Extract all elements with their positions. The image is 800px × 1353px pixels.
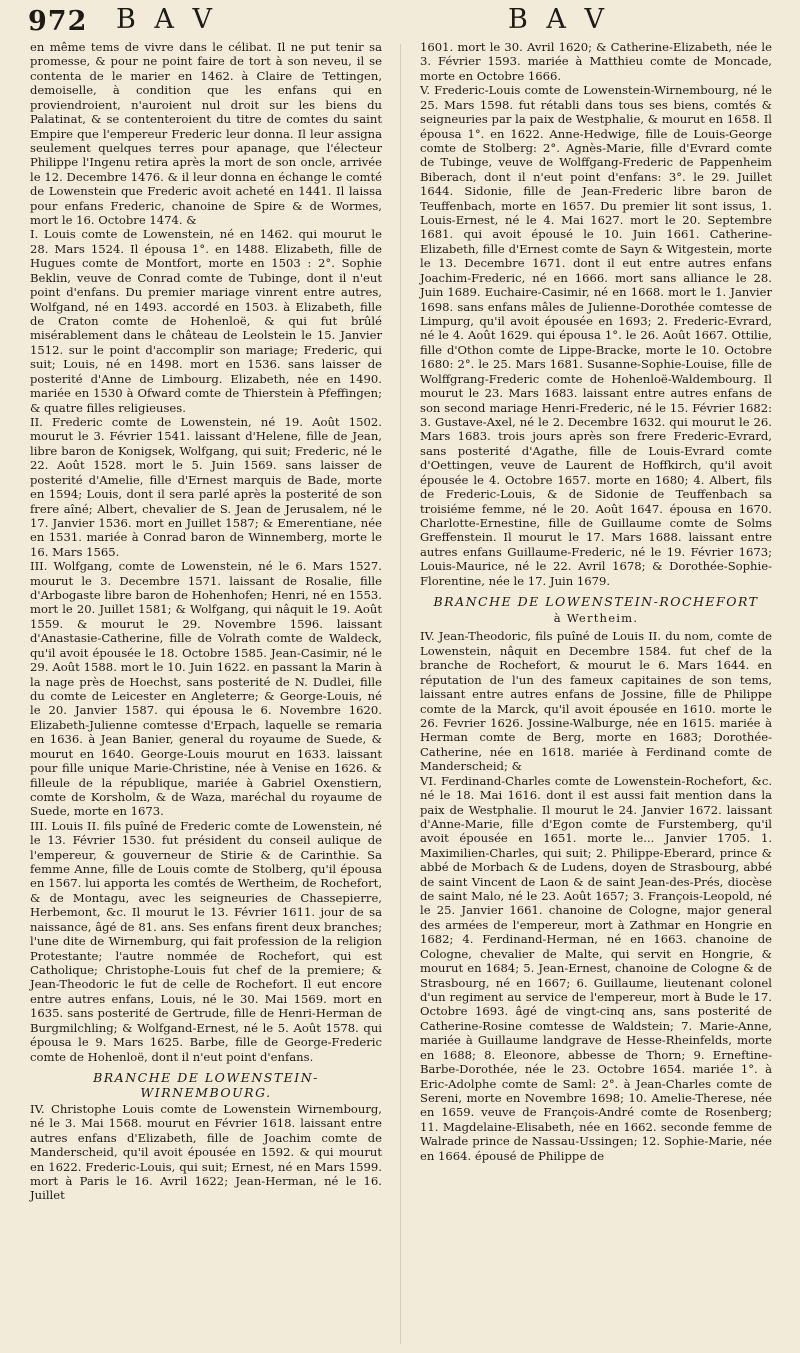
right-column (420, 40, 772, 1163)
paragraph: III. Wolfgang, comte de Lowenstein, né le 6. Mars 1527. mourut le 3. Decembre 1571. laissant de Rosalie, fille d'Arbogaste libre baron de Hohenhofen; Henri, né en 1553. mort le 20. Juillet 1581; & Wolfgang, qui nâquit le 19. Août 1559. & mourut le 29. Novembre 1596. laissant d'Anastasie-Catherine, fille de Volrath comte de Waldeck, qu'il avoit épousée le 18. Octobre 1585. Jean-Casimir, né le 29. Août 1588. mort le 10. Juin 1622. en passant la Marin à la nage près de Hoechst, sans posterité de N. Dudlei, fille du comte de Leicester en Angleterre; & George-Louis, né le 20. Janvier 1587. qui épousa le 6. Novembre 1620. Elizabeth-Julienne comtesse d'Erpach, laquelle se remaria en 1636. à Jean Banier, general du royaume de Suede, & mourut en 1640. George-Louis mourut en 1633. laissant pour fille unique Marie-Christine, née à Venise en 1626. & filleule de la république, mariée à Gabriel Oxenstiern, comte de Korsholm, & de Waza, maréchal du royaume de Suede, morte en 1673. (30, 559, 382, 819)
paragraph: I. Louis comte de Lowenstein, né en 1462. qui mourut le 28. Mars 1524. Il épousa 1°. en 1488. Elizabeth, fille de Hugues comte de Montfort, morte en 1503 : 2°. Sophie Beklin, veuve de Conrad comte de Tubinge, dont il n'eut point d'enfans. Du premier mariage vinrent entre autres, Wolfgand, né en 1493. accordé en 1503. à Elizabeth, fille de Craton comte de Hohenloë, & qui fut brûlé misérablement dans le château de Leolstein le 15. Janvier 1512. sur le point d'accomplir son mariage; Frederic, qui suit; Louis, né en 1498. mort en 1536. sans laisser de posterité d'Anne de Limbourg. Elizabeth, née en 1490. mariée en 1530 à Ofward comte de Thierstein à Pfeffingen; & quatre filles religieuses. (30, 227, 382, 415)
paragraph: 1601. mort le 30. Avril 1620; & Catherine-Elizabeth, née le 3. Février 1593. mariée à Matthieu comte de Moncade, morte en Octobre 1666. (420, 40, 772, 83)
paragraph: V. Frederic-Louis comte de Lowenstein-Wirnembourg, né le 25. Mars 1598. fut rétabli dans tous ses biens, comtés & seigneuries par la paix de Westphalie, & mourut en 1658. Il épousa 1°. en 1622. Anne-Hedwige, fille de Louis-George comte de Stolberg: 2°. Agnès-Marie, fille d'Evrard comte de Tubinge, veuve de Wolffgang-Frederic de Pappenheim Biberach, dont il n'eut point d'enfans: 3°. le 29. Juillet 1644. Sidonie, fille de Jean-Frederic libre baron de Teuffenbach, morte en 1657. Du premier lit sont issus, 1. Louis-Ernest, né le 4. Mai 1627. mort le 20. Septembre 1681. qui avoit épousé le 10. Juin 1661. Catherine-Elizabeth, fille d'Ernest comte de Sayn & Witgestein, morte le 13. Decembre 1671. dont il eut entre autres enfans Joachim-Frederic, né en 1666. mort sans alliance le 28. Juin 1689. Euchaire-Casimir, né en 1668. mort le 1. Janvier 1698. sans enfans mâles de Julienne-Dorothée comtesse de Limpurg, qu'il avoit épousée en 1693; 2. Frederic-Evrard, né le 4. Août 1629. qui épousa 1°. le 26. Août 1667. Ottilie, fille d'Othon comte de Lippe-Bracke, morte le 10. Octobre 1680: 2°. le 25. Mars 1681. Susanne-Sophie-Louise, fille de Wolffgrang-Frederic comte de Hohenloë-Waldembourg. Il mourut le 23. Mars 1683. laissant entre autres enfans de son second mariage Henri-Frederic, né le 15. Février 1682: 3. Gustave-Axel, né le 2. Decembre 1632. qui mourut le 26. Mars 1683. trois jours après son frere Frederic-Evrard, sans posterité d'Agathe, fille de Louis-Evrard comte d'Oettingen, veuve de Laurent de Hoffkirch, qu'il avoit épousée le 4. Octobre 1657. morte en 1680; 4. Albert, fils de Frederic-Louis, & de Sidonie de Teuffenbach sa troisiéme femme, né le 20. Août 1647. épousa en 1670. Charlotte-Ernestine, fille de Guillaume comte de Solms Greffenstein. Il mourut le 17. Mars 1688. laissant entre autres enfans Guillaume-Frederic, né le 19. Février 1673; Louis-Maurice, né le 22. Avril 1678; & Dorothée-Sophie-Florentine, née le 17. Juin 1679. (420, 83, 772, 588)
section-subheading: à Wertheim. (553, 611, 639, 626)
column-divider (400, 44, 401, 1344)
paragraph: VI. Ferdinand-Charles comte de Lowenstein-Rochefort, &c. né le 18. Mai 1616. dont il est aussi fait mention dans la paix de Westphalie. Il mourut le 24. Janvier 1672. laissant d'Anne-Marie, fille d'Egon comte de Furstemberg, qu'il avoit épousée en 1651. morte le... Janvier 1705. 1. Maximilien-Charles, qui suit; 2. Philippe-Eberard, prince & abbé de Morbach & de Ludens, doyen de Strasbourg, abbé de saint Vincent de Laon & de saint Jean-des-Prés, diocèse de saint Malo, né le 23. Août 1657; 3. François-Leopold, né le 25. Janvier 1661. chanoine de Cologne, major general des armées de l'empereur, mort à Zathmar en Hongrie en 1682; 4. Ferdinand-Herman, né en 1663. chanoine de Cologne, chevalier de Malte, qui servit en Hongrie, & mourut en 1684; 5. Jean-Ernest, chanoine de Cologne & de Strasbourg, né en 1667; 6. Guillaume, lieutenant colonel d'un regiment au service de l'empereur, mort à Bude le 17. Octobre 1693. âgé de vingt-cinq ans, sans posterité de Catherine-Rosine comtesse de Waldstein; 7. Marie-Anne, mariée à Guillaume landgrave de Hesse-Rheinfelds, morte en 1688; 8. Eleonore, abbesse de Thorn; 9. Erneftine-Barbe-Dorothée, née le 23. Octobre 1654. mariée 1°. à Eric-Adolphe comte de Saml: 2°. à Jean-Charles comte de Sereni, morte en Novembre 1698; 10. Amelie-Therese, née en 1659. veuve de François-André comte de Rosenberg; 11. Magdelaine-Elisabeth, née en 1662. seconde femme de Walrade prince de Nassau-Ussingen; 12. Sophie-Marie, née en 1664. épousé de Philippe de (420, 773, 772, 1163)
paragraph: II. Frederic comte de Lowenstein, né 19. Août 1502. mourut le 3. Février 1541. laissant d'Helene, fille de Jean, libre baron de Konigsek, Wolfgang, qui suit; Frederic, né le 22. Août 1528. mort le 5. Juin 1569. sans laisser de posterité d'Amelie, fille d'Ernest marquis de Bade, morte en 1594; Louis, dont il sera parlé après la posterité de son frere aîné; Albert, chevalier de S. Jean de Jerusalem, né le 17. Janvier 1536. mort en Juillet 1587; & Emerentiane, née en 1531. mariée à Conrad baron de Winnemberg, morte le 16. Mars 1565. (30, 414, 382, 559)
section-heading: BRANCHE DE LOWENSTEIN-ROCHEFORT (433, 594, 759, 610)
paragraph: III. Louis II. fils puîné de Frederic comte de Lowenstein, né le 13. Février 1530. fut président du conseil aulique de l'empereur, & gouverneur de Stirie & de Carinthie. Sa femme Anne, fille de Louis comte de Stolberg, qu'il épousa en 1567. lui apporta les comtés de Wertheim, de Rochefort, & de Montagu, avec les seigneuries de Chassepierre, Herbemont, &c. Il mourut le 13. Février 1611. jour de sa naissance, âgé de 81. ans. Ses enfans firent deux branches; l'une dite de Wirnemburg, qui fait profession de la religion Protestante; l'autre nommée de Rochefort, qui est Catholique; Christophe-Louis fut chef de la premiere; & Jean-Theodoric le fut de celle de Rochefort. Il eut encore entre autres enfans, Louis, né le 30. Mai 1569. mort en 1635. sans posterité de Gertrude, fille de Henri-Herman de Burgmilchling; & Wolfgand-Ernest, né le 5. Août 1578. qui épousa le 9. Mars 1625. Barbe, fille de George-Frederic comte de Hohenloë, dont il n'eut point d'enfans. (30, 818, 382, 1064)
paragraph: en même tems de vivre dans le célibat. Il ne put tenir sa promesse, & pour ne point faire de tort à son neveu, il se contenta de le marier en 1462. à Claire de Tettingen, demoiselle, à condition que les enfans qui en proviendroient, n'auroient nul droit sur les biens du Palatinat, & se contenteroient du titre de comtes du saint Empire que l'empereur Frederic leur donna. Il leur assigna seulement quelques terres pour apanage, que l'électeur Philippe l'Ingenu retira après la mort de son oncle, arrivée le 12. Decembre 1476. & il leur donna en échange le comté de Lowenstein que Frederic avoit acheté en 1441. Il laissa pour enfans Frederic, chanoine de Spire & de Wormes, mort le 16. Octobre 1474. & (30, 40, 382, 228)
running-head-right: B A V (508, 4, 610, 35)
page-header (0, 4, 800, 38)
running-head-left: B A V (116, 4, 218, 35)
paragraph: IV. Jean-Theodoric, fils puîné de Louis II. du nom, comte de Lowenstein, nâquit en Decembre 1584. fut chef de la branche de Rochefort, & mourut le 6. Mars 1644. en réputation de l'un des fameux capitaines de son tems, laissant entre autres enfans de Jossine, fille de Philippe comte de la Marck, qu'il avoit épousée en 1610. morte le 26. Fevrier 1626. Jossine-Walburge, née en 1615. mariée à Herman comte de Berg, morte en 1683; Dorothée-Catherine, née en 1618. mariée à Ferdinand comte de Manderscheid; & (420, 629, 772, 774)
paragraph: IV. Christophe Louis comte de Lowenstein Wirnembourg, né le 3. Mai 1568. mourut en Février 1618. laissant entre autres enfans d'Elizabeth, fille de Joachim comte de Manderscheid, qu'il avoit épousée en 1592. & qui mourut en 1622. Frederic-Louis, qui suit; Ernest, né en Mars 1599. mort à Paris le 16. Avril 1622; Jean-Herman, né le 16. Juillet (30, 1101, 382, 1203)
left-column (30, 40, 382, 1203)
page-number: 972 (28, 6, 88, 37)
section-heading: BRANCHE DE LOWENSTEIN-WIRNEMBOURG. (93, 1069, 319, 1100)
